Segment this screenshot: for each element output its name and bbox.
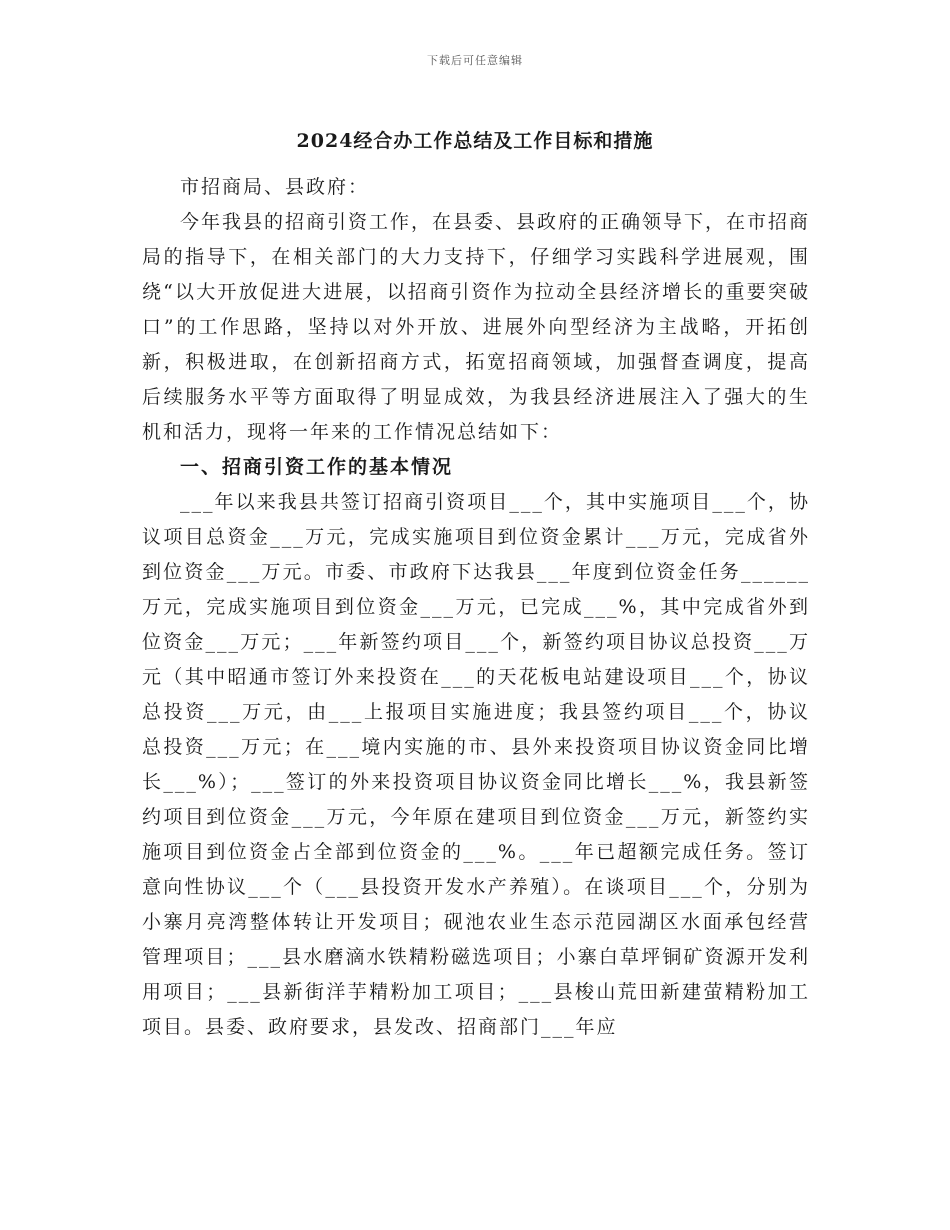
document-body <box>142 170 810 1045</box>
document-title: 2024经合办工作总结及工作目标和措施 <box>296 130 654 152</box>
salutation: 市招商局、县政府： <box>180 176 370 198</box>
page-header-note: 下载后可任意编辑 <box>427 54 523 67</box>
intro-paragraph: 今年我县的招商引资工作，在县委、县政府的正确领导下，在市招商局的指导下，在相关部门的大力支持下，仔细学习实践科学进展观，围绕“以大开放促进大进展，以招商引资作为拉动全县经济增长的重要突破口”的工作思路，坚持以对外开放、进展外向型经济为主战略，开拓创新，积极进取，在创新招商方式，拓宽招商领域，加强督查调度，提高后续服务水平等方面取得了明显成效，为我县经济进展注入了强大的生机和活力，现将一年来的工作情况总结如下： <box>142 211 811 443</box>
section-heading: 一、招商引资工作的基本情况 <box>180 456 454 478</box>
section-paragraph: ___年以来我县共签订招商引资项目___个，其中实施项目___个，协议项目总资金___万元，完成实施项目到位资金累计___万元，完成省外到位资金___万元。市委、市政府下达我县___年度到位资金任务______万元，完成实施项目到位资金___万元，已完成___%，其中完成省外到位资金___万元；___年新签约项目___个，新签约项目协议总投资___万元（其中昭通市签订外来投资在___的天花板电站建设项目___个，协议总投资___万元，由___上报项目实施进度；我县签约项目___个，协议总投资___万元；在___境内实施的市、县外来投资项目协议资金同比增长___%）；___签订的外来投资项目协议资金同比增长___%，我县新签约项目到位资金___万元，今年原在建项目到位资金___万元，新签约实施项目到位资金占全部到位资金的___%。___年已超额完成任务。签订意向性协议___个（___县投资开发水产养殖）。在谈项目___个，分别为小寨月亮湾整体转让开发项目；砚池农业生态示范园湖区水面承包经营管理项目；___县水磨滴水铁精粉磁选项目；小寨白草坪铜矿资源开发利用项目；___县新街洋芋精粉加工项目；___县梭山荒田新建萤精粉加工项目。县委、政府要求，县发改、招商部门___年应 <box>142 491 810 1038</box>
